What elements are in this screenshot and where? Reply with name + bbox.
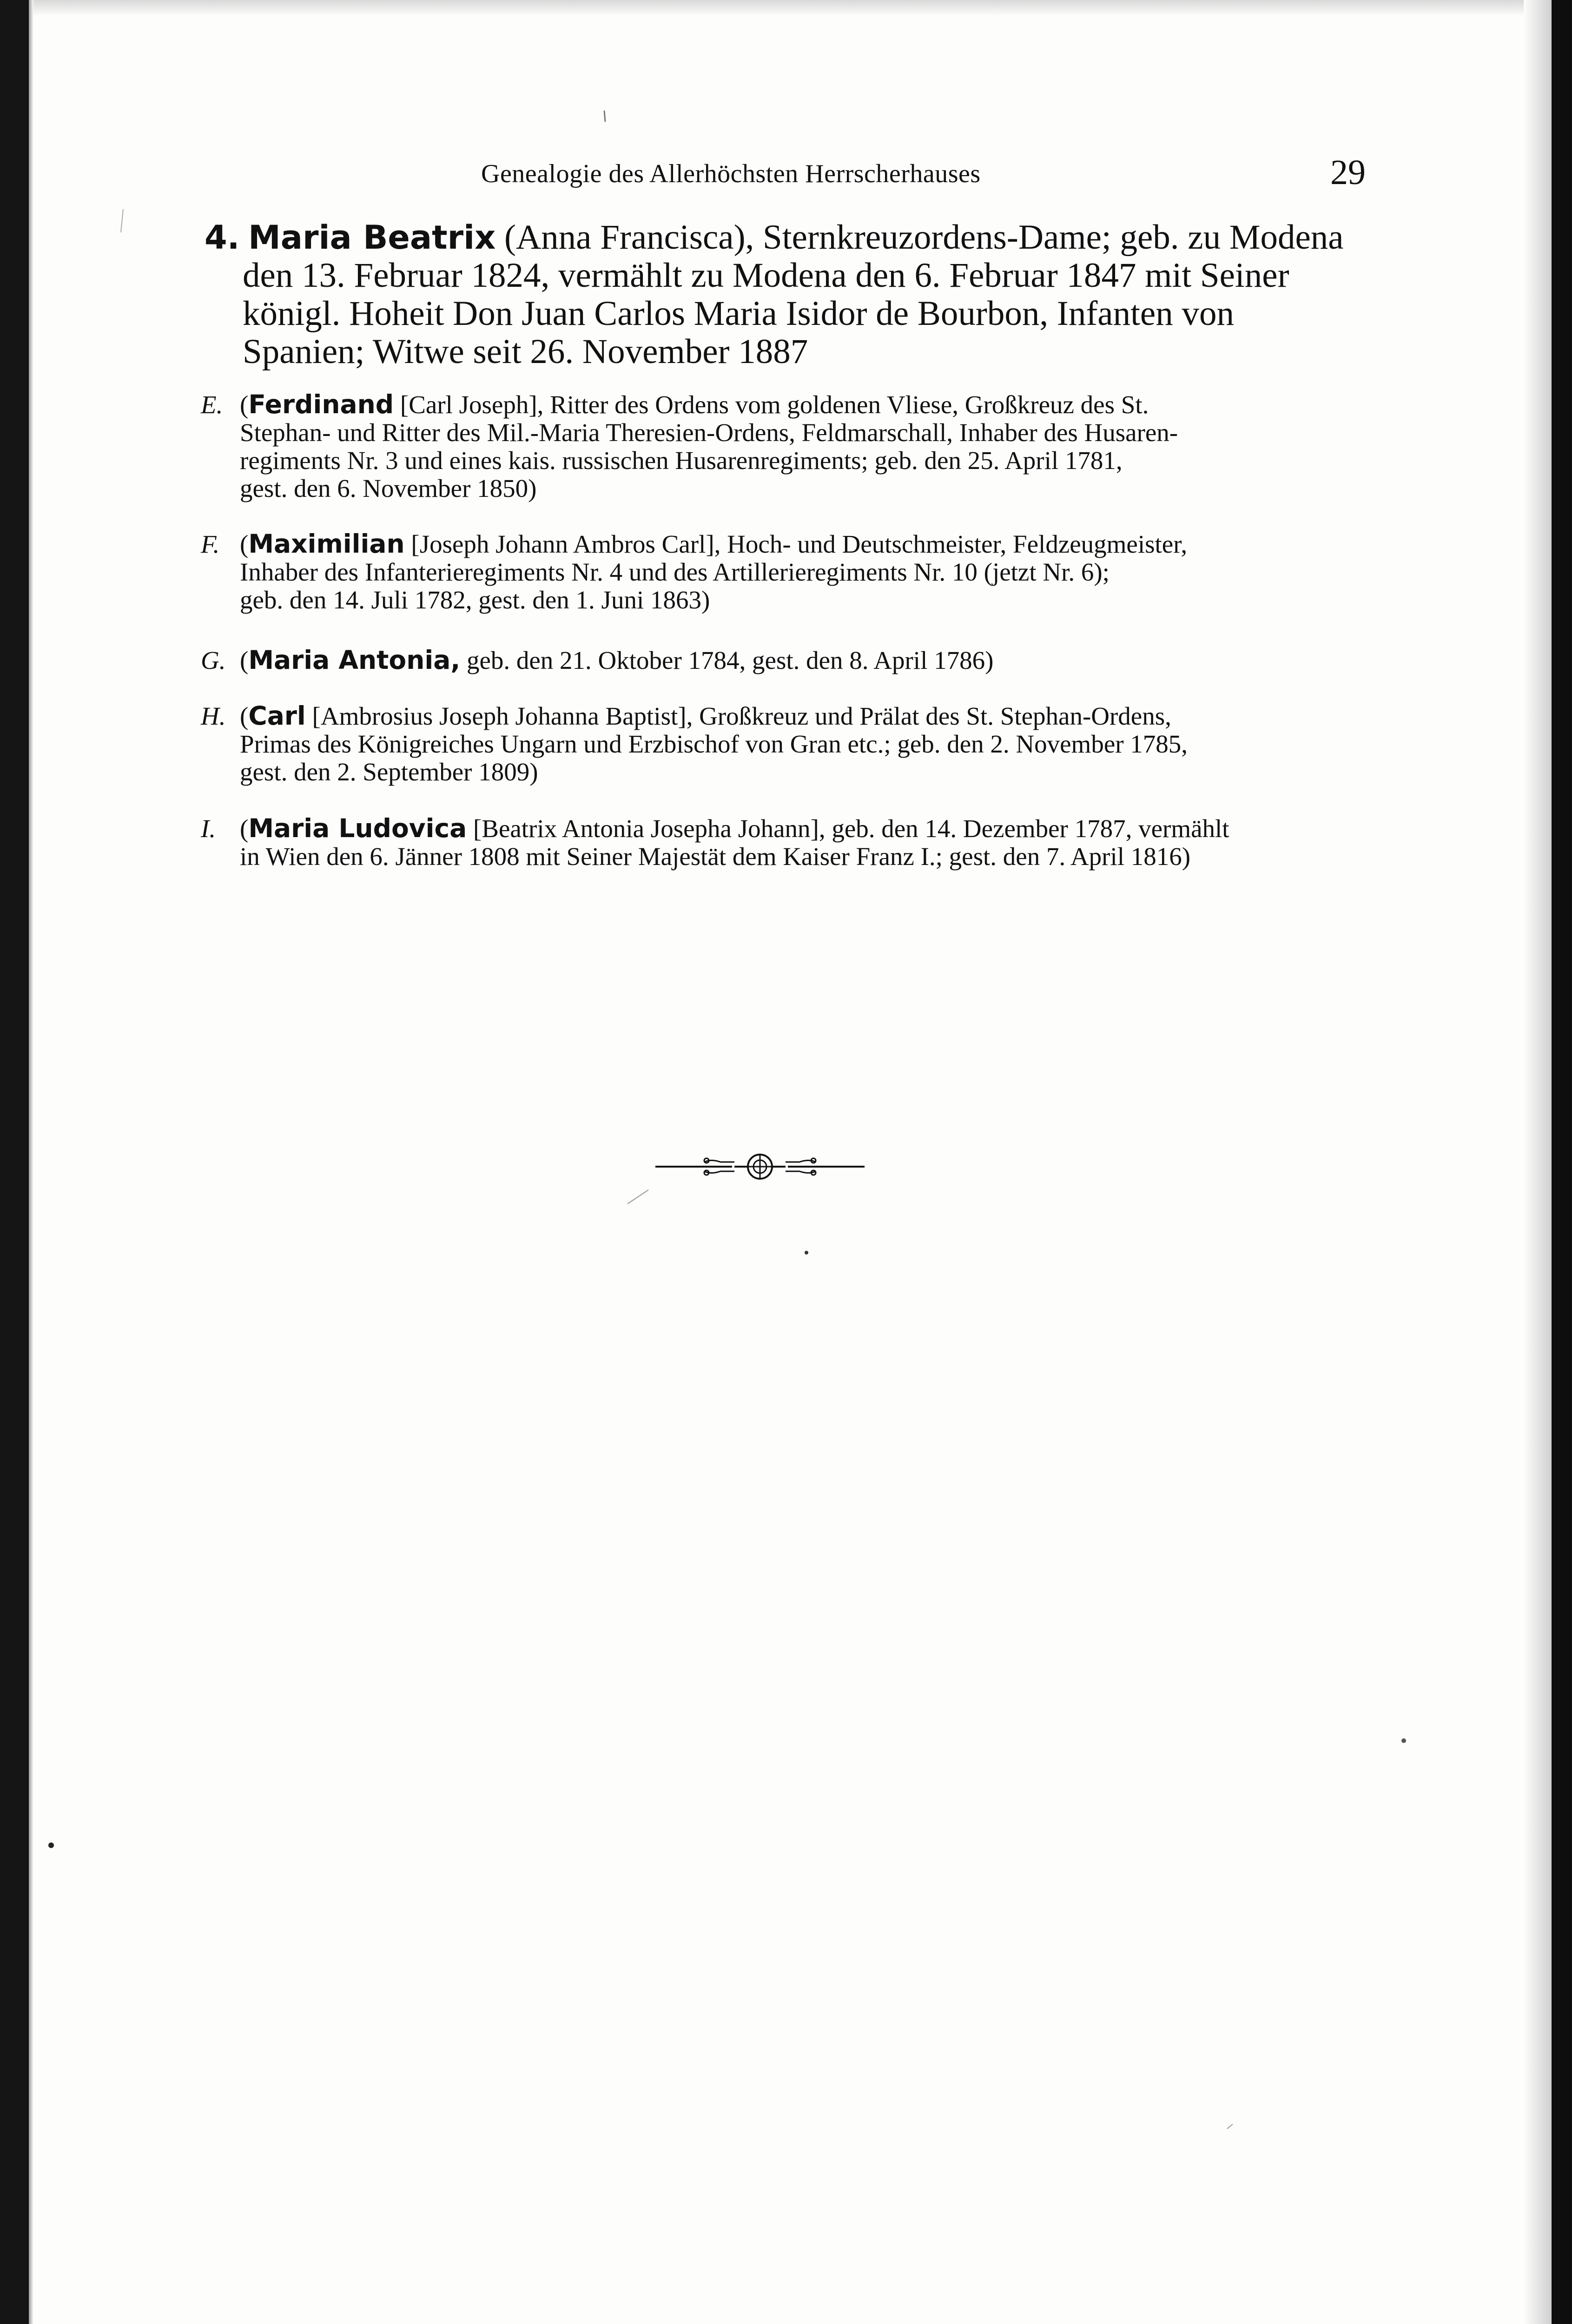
entry-text: [Joseph Johann Ambros Carl], Hoch- und Deutschmeister, Feldzeugmeister, (411, 530, 1188, 558)
entry-line: Inhaber des Infanterieregiments Nr. 4 und des Artillerieregiments Nr. 10 (jetzt Nr. 6); (240, 558, 1110, 586)
entry-text: geb. den 21. Oktober 1784, gest. den 8. April 1786) (466, 646, 994, 674)
entry-letter: E. (201, 390, 223, 419)
open-paren: ( (240, 814, 249, 843)
entry-line: geb. den 14. Juli 1782, gest. den 1. Juni 1863) (240, 586, 710, 614)
entry-letter: I. (201, 814, 216, 843)
entry-line: königl. Hoheit Don Juan Carlos Maria Isidor de Bourbon, Infanten von (243, 294, 1234, 333)
entry-letter: H. (201, 702, 226, 730)
entry-name: Ferdinand (248, 390, 394, 419)
open-paren: ( (240, 390, 249, 419)
entry-name: Carl (248, 701, 306, 731)
open-paren: ( (240, 702, 249, 730)
open-paren: ( (240, 646, 249, 674)
entry-line: Spanien; Witwe seit 26. November 1887 (243, 332, 808, 371)
entry-text: [Ambrosius Joseph Johanna Baptist], Großkreuz und Prälat des St. Stephan-Ordens, (312, 702, 1171, 730)
entry-letter: F. (201, 530, 220, 558)
entry-name: Maximilian (248, 529, 405, 559)
entry-name: Maria Antonia, (248, 645, 461, 675)
entry-number: 4. (205, 218, 240, 257)
entry-letter: G. (201, 646, 226, 674)
page-number: 29 (1330, 153, 1366, 192)
entry-name: Maria Beatrix (248, 218, 496, 257)
running-header: Genealogie des Allerhöchsten Herrscherhauses (481, 159, 981, 188)
entry-text: [Carl Joseph], Ritter des Ordens vom goldenen Vliese, Großkreuz des St. (400, 390, 1149, 419)
entry-line: Primas des Königreiches Ungarn und Erzbischof von Gran etc.; geb. den 2. November 1785, (240, 730, 1188, 758)
entry-line: den 13. Februar 1824, vermählt zu Modena den 6. Februar 1847 mit Seiner (243, 256, 1289, 295)
entry-line: gest. den 6. November 1850) (240, 474, 537, 502)
entry-line: gest. den 2. September 1809) (240, 758, 538, 786)
entry-text: [Beatrix Antonia Josepha Johann], geb. den 14. Dezember 1787, vermählt (473, 814, 1229, 843)
entry-line: in Wien den 6. Jänner 1808 mit Seiner Majestät dem Kaiser Franz I.; gest. den 7. April 1816) (240, 842, 1191, 871)
open-paren: ( (240, 530, 249, 558)
entry-line: regiments Nr. 3 und eines kais. russischen Husarenregiments; geb. den 25. April 1781, (240, 446, 1123, 475)
entry-text: (Anna Francisca), Sternkreuzordens-Dame; geb. zu Modena (504, 218, 1344, 257)
entry-name: Maria Ludovica (248, 813, 467, 843)
entry-line: Stephan- und Ritter des Mil.-Maria Theresien-Ordens, Feldmarschall, Inhaber des Husaren- (240, 418, 1178, 447)
